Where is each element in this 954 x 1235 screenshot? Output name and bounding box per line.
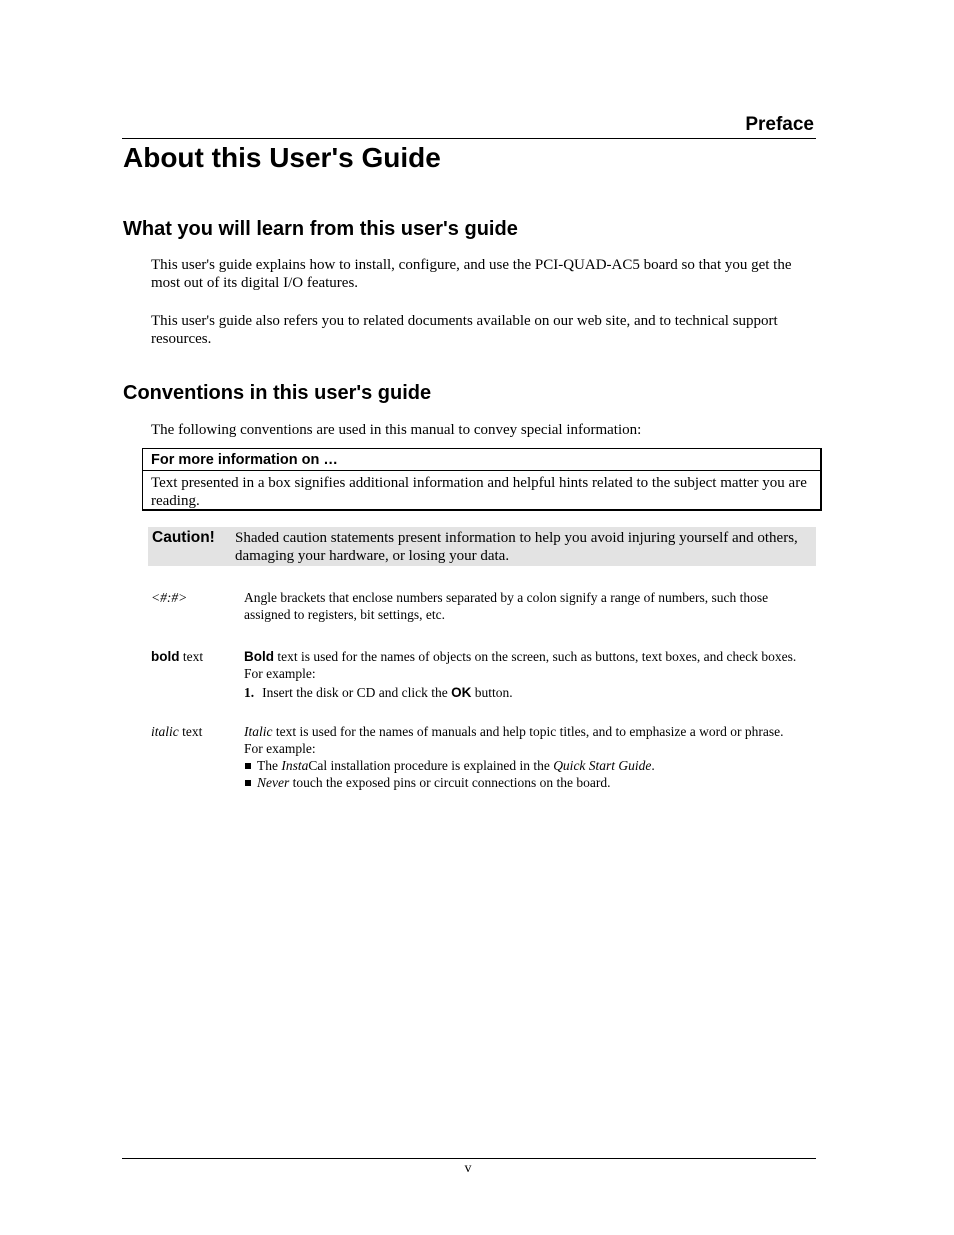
convention-term-italic — [151, 723, 202, 740]
convention-desc-bold — [244, 648, 804, 701]
bold-example-step — [244, 684, 804, 701]
footer-rule — [122, 1158, 816, 1159]
header-rule — [122, 138, 816, 139]
bold-desc-text — [244, 648, 804, 682]
italic-desc-word: Italic — [244, 724, 273, 739]
learn-paragraph-2: This user's guide also refers you to related documents available on our web site, and to technical support resources. — [151, 313, 778, 347]
italic-example-bullet-2 — [244, 774, 804, 791]
italic-desc-text — [244, 723, 804, 757]
convention-term-bold — [151, 648, 203, 665]
bullet1-end: . — [651, 758, 655, 773]
info-box-title: For more information on … — [151, 452, 338, 468]
square-bullet-icon — [245, 763, 251, 769]
square-bullet-icon — [245, 780, 251, 786]
bullet1-the: The — [257, 758, 282, 773]
step-text: Insert the disk or CD and click the — [262, 685, 452, 700]
heading-what-you-will-learn: What you will learn from this user's guide — [123, 218, 518, 240]
bullet2-rest: touch the exposed pins or circuit connections on the board. — [289, 775, 611, 790]
convention-term-angle-brackets — [151, 589, 187, 606]
ok-label: OK — [451, 685, 472, 700]
italic-term-rest: text — [178, 724, 203, 739]
bold-desc-rest: text is used for the names of objects on the screen, such as buttons, text boxes, and check boxes. For example: — [244, 649, 797, 681]
learn-paragraph-1: This user's guide explains how to install, configure, and use the PCI-QUAD-AC5 board so that you get the most out of its digital I/O features. — [151, 257, 792, 291]
heading-conventions: Conventions in this user's guide — [123, 382, 432, 404]
bullet2-never: Never — [257, 775, 290, 790]
info-box-body: Text presented in a box signifies additional information and helpful hints related to the subject matter you are reading. — [151, 475, 807, 509]
italic-term-word: italic — [151, 724, 179, 739]
convention-desc-angle-brackets: Angle brackets that enclose numbers separated by a colon signify a range of numbers, such those assigned to registers, bit settings, etc. — [244, 590, 769, 622]
bullet1-guide: Quick Start Guide — [553, 758, 652, 773]
step-number: 1. — [244, 685, 255, 700]
italic-desc-rest: text is used for the names of manuals and help topic titles, and to emphasize a word or phrase. For example: — [244, 724, 784, 756]
bold-desc-word: Bold — [244, 649, 274, 664]
bold-term-rest: text — [179, 649, 204, 664]
angle-brackets-term: <#:#> — [151, 590, 188, 605]
bullet1-insta: Insta — [281, 758, 309, 773]
bullet1-mid: Cal installation procedure is explained in the — [308, 758, 554, 773]
section-label: Preface — [745, 114, 814, 135]
caution-label: Caution! — [152, 529, 215, 546]
info-box-divider — [143, 470, 820, 471]
convention-desc-italic — [244, 723, 804, 791]
conventions-intro: The following conventions are used in this manual to convey special information: — [151, 422, 642, 438]
page-number: v — [464, 1161, 472, 1176]
page-title: About this User's Guide — [123, 142, 441, 173]
caution-body: Shaded caution statements present information to help you avoid injuring yourself and others, damaging your hardware, or losing your data. — [235, 530, 798, 564]
info-box — [142, 448, 822, 511]
italic-example-bullet-1 — [244, 757, 804, 774]
bold-term-word: bold — [151, 649, 180, 664]
step-end: button. — [471, 685, 513, 700]
caution-box — [148, 527, 816, 566]
